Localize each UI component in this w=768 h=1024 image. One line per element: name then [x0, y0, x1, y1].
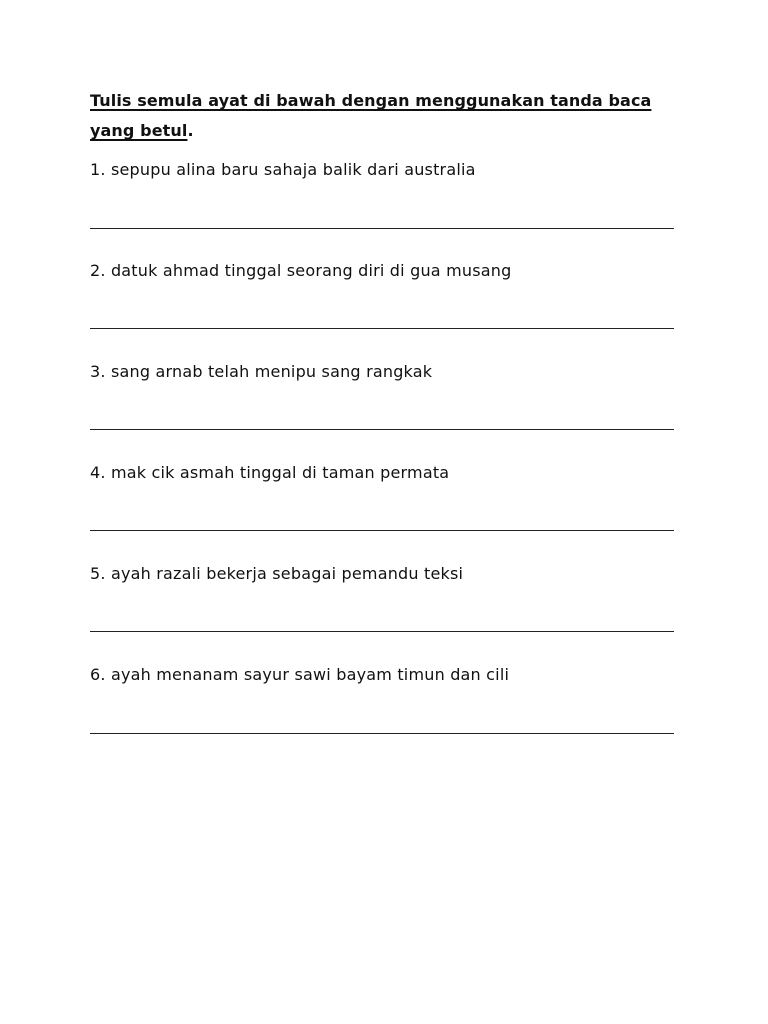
- instruction-heading: [90, 86, 680, 146]
- answer-line-3[interactable]: [90, 429, 674, 430]
- question-4: 4. mak cik asmah tinggal di taman permata: [90, 463, 450, 482]
- question-1: 1. sepupu alina baru sahaja balik dari australia: [90, 160, 476, 179]
- answer-line-5[interactable]: [90, 631, 674, 632]
- instruction-text: Tulis semula ayat di bawah dengan menggunakan tanda baca yang betul: [90, 91, 652, 140]
- question-6: 6. ayah menanam sayur sawi bayam timun dan cili: [90, 665, 510, 684]
- instruction-period: .: [187, 121, 194, 140]
- answer-line-1[interactable]: [90, 228, 674, 229]
- question-2: 2. datuk ahmad tinggal seorang diri di gua musang: [90, 261, 512, 280]
- answer-line-2[interactable]: [90, 328, 674, 329]
- question-5: 5. ayah razali bekerja sebagai pemandu teksi: [90, 564, 464, 583]
- answer-line-6[interactable]: [90, 733, 674, 734]
- answer-line-4[interactable]: [90, 530, 674, 531]
- question-3: 3. sang arnab telah menipu sang rangkak: [90, 362, 433, 381]
